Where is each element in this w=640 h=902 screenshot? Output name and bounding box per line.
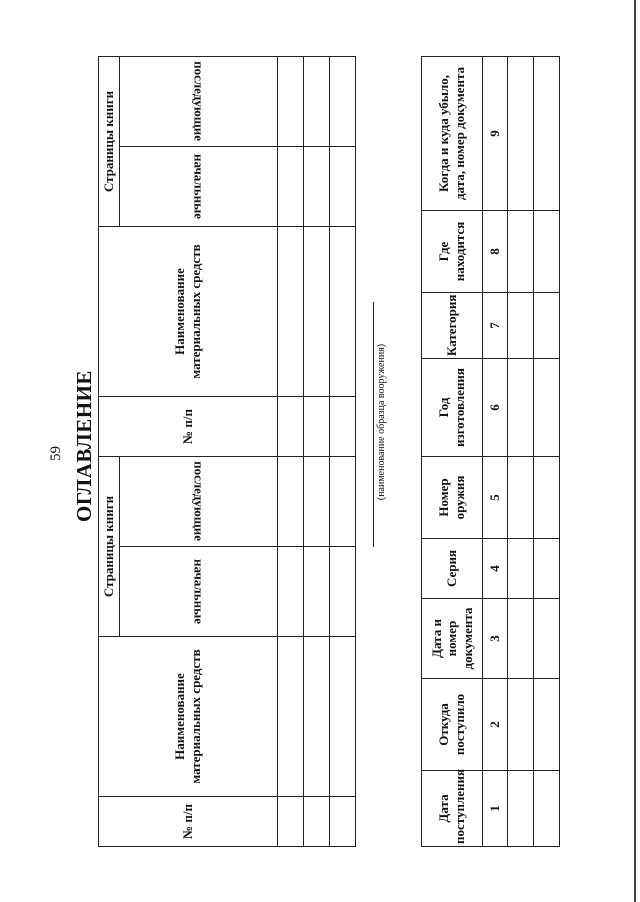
column-number: 9 <box>483 57 508 211</box>
contents-header-first-right: начальные <box>120 146 278 226</box>
table-row <box>304 56 330 846</box>
contents-table <box>98 56 356 847</box>
register-header-departure: Когда и куда убыло, дата, номер документа <box>422 57 483 211</box>
column-number: 8 <box>483 211 508 293</box>
contents-header-next-right: последующие <box>120 56 278 146</box>
register-header-from: Откуда поступило <box>422 679 483 771</box>
contents-header-number-left: № п/п <box>99 797 278 847</box>
caption: (наименование образца вооружения) <box>376 343 387 501</box>
contents-header-name-right: Наименование материальных средств <box>99 226 278 396</box>
register-table <box>421 56 560 847</box>
contents-header-next-left: последующие <box>120 456 278 546</box>
contents-header-number-right: № п/п <box>99 396 278 456</box>
table-row <box>534 57 560 847</box>
register-number-row <box>483 57 508 847</box>
register-header-series: Серия <box>422 539 483 599</box>
contents-header-name-left: Наименование материальных средств <box>99 637 278 797</box>
column-number: 2 <box>483 679 508 771</box>
page-title: ОГЛАВЛЕНИЕ <box>72 370 96 522</box>
register-header-year: Год изготовления <box>422 359 483 457</box>
column-number: 5 <box>483 457 508 539</box>
register-header-date: Дата поступления <box>422 771 483 847</box>
column-number: 7 <box>483 293 508 359</box>
column-number: 4 <box>483 539 508 599</box>
column-number: 3 <box>483 599 508 679</box>
column-number: 1 <box>483 771 508 847</box>
table-row <box>278 56 304 846</box>
contents-header-pages-right: Страницы книги <box>99 56 120 226</box>
caption-underline <box>373 302 374 547</box>
table-row <box>330 56 356 846</box>
register-header-location: Где находится <box>422 211 483 293</box>
contents-header-pages-left: Страницы книги <box>99 456 120 636</box>
contents-header-first-left: начальные <box>120 547 278 637</box>
page-edge-line <box>634 0 636 902</box>
register-header-category: Категория <box>422 293 483 359</box>
column-number: 6 <box>483 359 508 457</box>
page-number: 59 <box>48 446 64 461</box>
register-header-weapon-number: Номер оружия <box>422 457 483 539</box>
register-header-document: Дата и номер документа <box>422 599 483 679</box>
table-row <box>508 57 534 847</box>
